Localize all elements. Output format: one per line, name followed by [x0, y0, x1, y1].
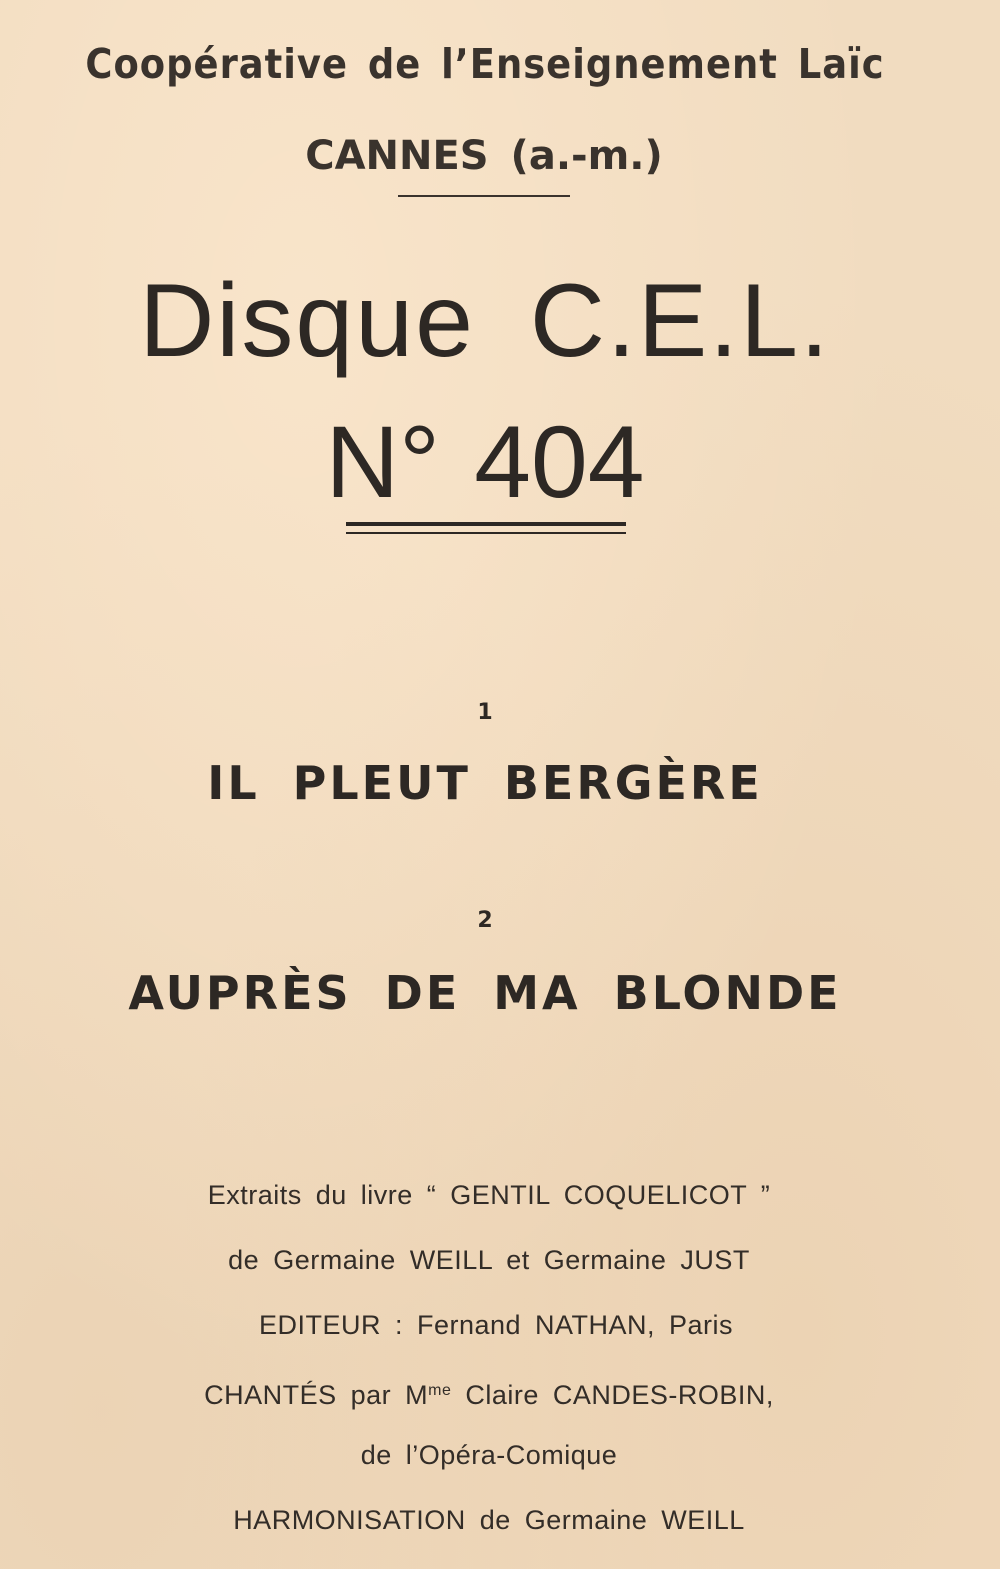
credits-harmonization: HARMONISATION de Germaine WEILL	[233, 1505, 745, 1535]
track-title-1: IL PLEUT BERGÈRE	[207, 756, 763, 810]
publisher-name: Coopérative de l’Enseignement Laïc	[85, 40, 885, 88]
record-title: Disque C.E.L.	[139, 263, 831, 379]
credits-singer-title: me	[428, 1382, 452, 1399]
track-number-2: 2	[477, 908, 493, 933]
track-title-2: AUPRÈS DE MA BLONDE	[128, 966, 842, 1020]
publisher-city: CANNES (a.-m.)	[305, 133, 663, 179]
header-underline	[398, 195, 570, 197]
title-double-underline	[346, 522, 626, 536]
credits-source-book: Extraits du livre “ GENTIL COQUELICOT ”	[207, 1180, 771, 1210]
record-number: N° 404	[325, 405, 645, 519]
credits-singer-prefix: CHANTÉS par M	[204, 1380, 429, 1410]
track-number-1: 1	[477, 700, 493, 725]
credits-authors: de Germaine WEILL et Germaine JUST	[228, 1245, 750, 1275]
credits-editor: EDITEUR : Fernand NATHAN, Paris	[258, 1310, 734, 1340]
credits-venue: de l’Opéra-Comique	[360, 1440, 618, 1470]
credits-block	[0, 1163, 978, 1553]
credits-singer-name: Claire CANDES-ROBIN,	[451, 1380, 774, 1410]
credits-singer	[0, 1358, 978, 1423]
